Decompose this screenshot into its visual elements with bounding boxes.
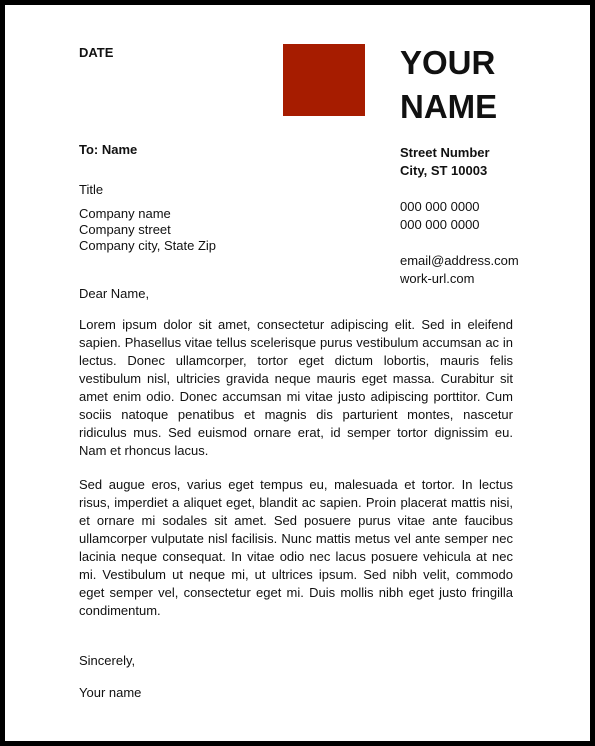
sender-email: email@address.com bbox=[400, 253, 519, 268]
sender-street: Street Number bbox=[400, 145, 490, 160]
letter-page bbox=[5, 5, 590, 741]
sender-url: work-url.com bbox=[400, 271, 475, 286]
greeting: Dear Name, bbox=[79, 286, 150, 301]
closing: Sincerely, bbox=[79, 653, 136, 668]
sender-name-line-1: YOUR bbox=[400, 44, 496, 81]
sender-phone: 000 000 0000 bbox=[400, 199, 480, 214]
recipient-to: To: Name bbox=[79, 142, 138, 157]
sender-name-line-2: NAME bbox=[400, 88, 498, 125]
sender-name bbox=[400, 41, 497, 129]
company-name: Company name bbox=[79, 206, 171, 221]
sender-city: City, ST 10003 bbox=[400, 163, 488, 178]
recipient-title: Title bbox=[79, 182, 104, 197]
date: DATE bbox=[79, 45, 114, 60]
body-paragraph: Sed augue eros, varius eget tempus eu, malesuada et tortor. In lectus risus, imperdiet a aliquet eget, blandit ac sapien. Proin placerat mattis nisi, et ornare mi sodales sit amet. Sed posuere purus vitae ante faucibus ullamcorper vulputate nisl facilisis. Nunc mattis metus vel ante semper nec lacinia neque consequat. In vitae odio nec lacus posuere vehicula at nec mi. Vestibulum ut neque mi, ut ultrices ipsum. Sed nibh velit, commodo eget semper vel, consectetur eget mi. Duis mollis nibh eget justo fringilla condimentum. bbox=[79, 477, 513, 618]
signature: Your name bbox=[79, 685, 142, 700]
sender-phone: 000 000 0000 bbox=[400, 217, 480, 232]
body-paragraph: Lorem ipsum dolor sit amet, consectetur adipiscing elit. Sed in eleifend sapien. Phasellus vitae tellus scelerisque purus vestibulum accumsan ac in lectus. Donec ullamcorper, tortor eget dictum lobortis, mauris felis vestibulum nisl, ultricies gravida neque mauris eget massa. Curabitur sit amet enim odio. Donec accumsan mi vitae justo adipiscing porttitor. Cum sociis natoque penatibus et magnis dis parturient montes, nascetur ridiculus mus. Sed euismod ornare erat, id semper tortor dignissim eu. Nam et rhoncus lacus. bbox=[79, 317, 513, 458]
recipient-company bbox=[79, 206, 216, 254]
company-city: Company city, State Zip bbox=[79, 238, 217, 253]
sender-phones bbox=[400, 198, 480, 234]
accent-square bbox=[283, 44, 365, 116]
sender-contact bbox=[400, 252, 519, 288]
sender-address bbox=[400, 144, 490, 180]
company-street: Company street bbox=[79, 222, 171, 237]
